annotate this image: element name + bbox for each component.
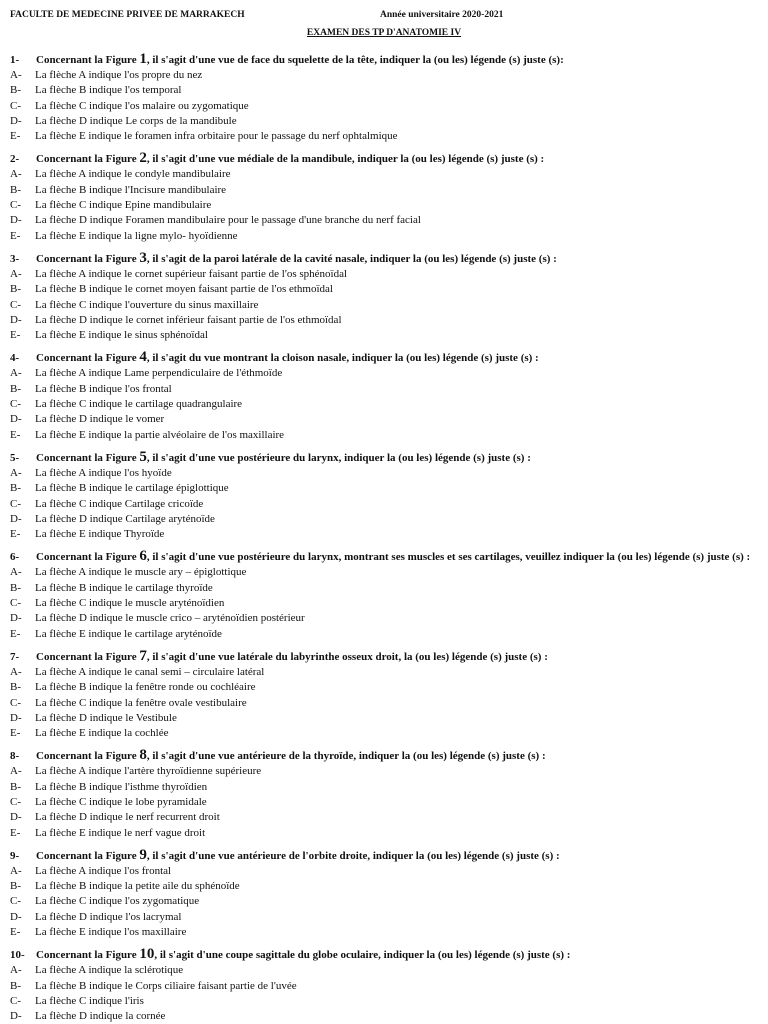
answer-option	[10, 129, 758, 144]
question-suffix: , il s'agit d'une vue antérieure de la thyroïde, indiquer la (ou les) légende (s) juste (s) :	[146, 750, 546, 763]
option-letter: A-	[10, 367, 22, 380]
option-letter: A-	[10, 267, 22, 280]
option-letter: C-	[10, 398, 21, 411]
option-letter: B-	[10, 780, 21, 793]
question-suffix: , il s'agit d'une vue latérale du labyrinthe osseux droit, la (ou les) légende (s) juste (s) :	[146, 650, 548, 663]
answer-option	[10, 711, 758, 726]
option-letter: E-	[10, 826, 21, 839]
option-letter: B-	[10, 84, 21, 97]
option-letter: C-	[10, 99, 21, 112]
option-text: La flèche A indique le condyle mandibulaire	[35, 168, 231, 181]
answer-option	[10, 198, 758, 213]
question-suffix: , il s'agit d'une vue de face du squelette de la tête, indiquer la (ou les) légende (s) juste (s):	[146, 54, 564, 66]
question-heading	[10, 748, 758, 764]
option-letter: A-	[10, 466, 22, 479]
answer-option	[10, 466, 758, 481]
question-block	[10, 151, 758, 243]
question-suffix: , il s'agit d'une vue antérieure de l'orbite droite, indiquer la (ou les) légende (s) juste (s) :	[146, 849, 560, 862]
question-heading	[10, 52, 758, 68]
question-prefix: Concernant la Figure	[36, 750, 137, 763]
option-text: La flèche E indique Thyroïde	[35, 528, 165, 541]
figure-number: 5	[139, 448, 147, 465]
option-letter: B-	[10, 382, 21, 395]
option-letter: B-	[10, 681, 21, 694]
answer-option	[10, 213, 758, 228]
option-text: La flèche C indique Epine mandibulaire	[35, 199, 212, 212]
figure-number: 2	[139, 150, 147, 167]
option-text: La flèche D indique le muscle crico – aryténoïdien postérieur	[35, 612, 305, 625]
question-text	[36, 848, 758, 864]
option-text: La flèche B indique le Corps ciliaire faisant partie de l'uvée	[35, 979, 297, 992]
question-block	[10, 947, 758, 1024]
question-block	[10, 52, 758, 144]
answer-option	[10, 267, 758, 282]
question-prefix: Concernant la Figure	[36, 54, 137, 66]
option-letter: E-	[10, 926, 21, 939]
option-letter: A-	[10, 69, 22, 81]
option-text: La flèche A indique Lame perpendiculaire de l'éthmoïde	[35, 367, 283, 380]
option-text: La flèche B indique l'os temporal	[35, 84, 182, 97]
question-number: 7-	[10, 650, 20, 663]
option-text: La flèche A indique le muscle ary – épiglottique	[35, 566, 247, 579]
option-letter: C-	[10, 696, 21, 709]
figure-number: 3	[139, 249, 147, 266]
question-number: 3-	[10, 252, 20, 265]
question-text	[36, 947, 758, 963]
question-block	[10, 748, 758, 840]
question-prefix: Concernant la Figure	[36, 551, 137, 564]
option-letter: A-	[10, 864, 22, 877]
answer-option	[10, 68, 758, 83]
option-letter: A-	[10, 168, 22, 181]
answer-option	[10, 428, 758, 443]
option-letter: B-	[10, 979, 21, 992]
option-letter: E-	[10, 627, 21, 640]
question-text	[36, 549, 758, 565]
option-letter: C-	[10, 199, 21, 212]
option-letter: E-	[10, 130, 21, 143]
answer-option	[10, 497, 758, 512]
question-number: 4-	[10, 352, 20, 365]
option-letter: D-	[10, 711, 22, 724]
option-text: La flèche A indique la sclérotique	[35, 964, 184, 977]
question-suffix: , il s'agit de la paroi latérale de la cavité nasale, indiquer la (ou les) légende (s) juste (s) :	[146, 252, 557, 265]
option-letter: A-	[10, 964, 22, 977]
answer-option	[10, 83, 758, 98]
question-number: 9-	[10, 849, 20, 862]
figure-number: 4	[139, 349, 147, 366]
answer-option	[10, 382, 758, 397]
option-text: La flèche A indique le canal semi – circulaire latéral	[35, 665, 265, 678]
question-prefix: Concernant la Figure	[36, 451, 137, 464]
option-text: La flèche C indique le lobe pyramidale	[35, 795, 207, 808]
option-text: La flèche D indique l'os lacrymal	[35, 910, 182, 923]
option-letter: D-	[10, 114, 22, 127]
question-prefix: Concernant la Figure	[36, 949, 137, 962]
question-suffix: , il s'agit d'une coupe sagittale du globe oculaire, indiquer la (ou les) légende (s) juste (s) :	[154, 949, 571, 962]
option-letter: B-	[10, 183, 21, 196]
question-heading	[10, 350, 758, 366]
option-text: La flèche C indique l'os malaire ou zygomatique	[35, 99, 249, 112]
option-letter: E-	[10, 428, 21, 441]
answer-option	[10, 313, 758, 328]
option-text: La flèche A indique l'os propre du nez	[35, 69, 203, 81]
question-heading	[10, 848, 758, 864]
question-text	[36, 52, 758, 68]
question-heading	[10, 151, 758, 167]
option-text: La flèche A indique l'os frontal	[35, 864, 172, 877]
option-text: La flèche D indique la cornée	[35, 1010, 166, 1023]
question-text	[36, 251, 758, 267]
answer-option	[10, 864, 758, 879]
option-letter: D-	[10, 512, 22, 525]
option-text: La flèche B indique le cornet moyen faisant partie de l'os ethmoïdal	[35, 283, 333, 296]
question-block	[10, 450, 758, 542]
question-number: 1-	[10, 54, 20, 66]
option-text: La flèche C indique la fenêtre ovale vestibulaire	[35, 696, 247, 709]
question-number: 10-	[10, 949, 25, 962]
answer-option	[10, 512, 758, 527]
answer-option	[10, 925, 758, 940]
option-text: La flèche B indique l'isthme thyroïdien	[35, 780, 208, 793]
option-text: La flèche B indique l'Incisure mandibulaire	[35, 183, 227, 196]
option-letter: B-	[10, 283, 21, 296]
figure-number: 8	[139, 747, 147, 764]
option-letter: B-	[10, 482, 21, 495]
option-letter: B-	[10, 581, 21, 594]
option-text: La flèche E indique la partie alvéolaire de l'os maxillaire	[35, 428, 285, 441]
option-text: La flèche E indique l'os maxillaire	[35, 926, 187, 939]
question-number: 5-	[10, 451, 20, 464]
option-letter: D-	[10, 1010, 22, 1023]
figure-number: 7	[139, 647, 147, 664]
answer-option	[10, 397, 758, 412]
option-letter: A-	[10, 665, 22, 678]
answer-option	[10, 627, 758, 642]
option-text: La flèche A indique le cornet supérieur faisant partie de l'os sphénoïdal	[35, 267, 348, 280]
option-text: La flèche C indique Cartilage cricoïde	[35, 497, 204, 510]
question-suffix: , il s'agit d'une vue postérieure du larynx, indiquer la (ou les) légende (s) juste (s) :	[146, 451, 531, 464]
question-heading	[10, 251, 758, 267]
question-prefix: Concernant la Figure	[36, 650, 137, 663]
answer-option	[10, 810, 758, 825]
question-text	[36, 748, 758, 764]
question-prefix: Concernant la Figure	[36, 153, 137, 166]
option-letter: A-	[10, 765, 22, 778]
option-letter: C-	[10, 298, 21, 311]
question-list	[10, 52, 758, 1024]
question-heading	[10, 549, 758, 565]
answer-option	[10, 894, 758, 909]
answer-option	[10, 596, 758, 611]
answer-option	[10, 1009, 758, 1024]
question-text	[36, 350, 758, 366]
exam-title: EXAMEN DES TP D'ANATOMIE IV	[306, 28, 462, 38]
question-heading	[10, 649, 758, 665]
option-letter: E-	[10, 229, 21, 242]
question-prefix: Concernant la Figure	[36, 352, 137, 365]
answer-option	[10, 282, 758, 297]
question-number: 8-	[10, 750, 20, 763]
question-prefix: Concernant la Figure	[36, 252, 137, 265]
answer-option	[10, 565, 758, 580]
question-prefix: Concernant la Figure	[36, 849, 137, 862]
option-text: La flèche E indique la ligne mylo- hyoïdienne	[35, 229, 238, 242]
question-block	[10, 549, 758, 641]
option-text: La flèche E indique la cochlée	[35, 727, 169, 740]
answer-option	[10, 879, 758, 894]
option-letter: D-	[10, 811, 22, 824]
school-name: FACULTE DE MEDECINE PRIVEE DE MARRAKECH	[10, 10, 245, 20]
option-text: La flèche D indique le vomer	[35, 413, 165, 426]
question-text	[36, 649, 758, 665]
answer-option	[10, 114, 758, 129]
option-text: La flèche D indique le cornet inférieur faisant partie de l'os ethmoïdal	[35, 313, 342, 326]
option-letter: D-	[10, 612, 22, 625]
question-suffix: , il s'agit du vue montrant la cloison nasale, indiquer la (ou les) légende (s) juste (s) :	[146, 352, 539, 365]
option-text: La flèche D indique Foramen mandibulaire pour le passage d'une branche du nerf facial	[35, 214, 421, 227]
answer-option	[10, 481, 758, 496]
answer-option	[10, 183, 758, 198]
option-letter: E-	[10, 329, 21, 342]
option-letter: C-	[10, 597, 21, 610]
option-letter: C-	[10, 994, 21, 1007]
question-block	[10, 848, 758, 940]
answer-option	[10, 527, 758, 542]
option-text: La flèche E indique le cartilage aryténoïde	[35, 627, 222, 640]
option-text: La flèche B indique la fenêtre ronde ou cochléaire	[35, 681, 256, 694]
figure-number: 10	[139, 946, 155, 963]
question-text	[36, 151, 758, 167]
answer-option	[10, 99, 758, 114]
answer-option	[10, 764, 758, 779]
option-text: La flèche D indique Cartilage aryténoïde	[35, 512, 215, 525]
answer-option	[10, 826, 758, 841]
option-text: La flèche A indique l'os hyoïde	[35, 466, 172, 479]
question-suffix: , il s'agit d'une vue postérieure du larynx, montrant ses muscles et ses cartilages, veuillez indiquer la (ou les) légende (s) juste (s) :	[146, 551, 751, 564]
option-text: La flèche B indique l'os frontal	[35, 382, 172, 395]
option-text: La flèche C indique le cartilage quadrangulaire	[35, 398, 243, 411]
answer-option	[10, 994, 758, 1009]
option-letter: E-	[10, 727, 21, 740]
option-letter: D-	[10, 313, 22, 326]
option-text: La flèche C indique l'ouverture du sinus maxillaire	[35, 298, 259, 311]
option-text: La flèche C indique le muscle aryténoïdien	[35, 597, 225, 610]
option-text: La flèche E indique le nerf vague droit	[35, 826, 206, 839]
question-number: 2-	[10, 153, 20, 166]
option-text: La flèche A indique l'artère thyroïdienne supérieure	[35, 765, 262, 778]
answer-option	[10, 696, 758, 711]
question-text	[36, 450, 758, 466]
option-text: La flèche B indique la petite aile du sphénoïde	[35, 880, 240, 893]
page-header	[10, 10, 758, 26]
answer-option	[10, 665, 758, 680]
answer-option	[10, 366, 758, 381]
answer-option	[10, 680, 758, 695]
academic-year: Année universitaire 2020-2021	[380, 10, 504, 20]
answer-option	[10, 611, 758, 626]
question-block	[10, 649, 758, 741]
answer-option	[10, 581, 758, 596]
answer-option	[10, 963, 758, 978]
option-text: La flèche C indique l'os zygomatique	[35, 895, 200, 908]
option-text: La flèche C indique l'iris	[35, 994, 144, 1007]
option-text: La flèche E indique le sinus sphénoïdal	[35, 329, 208, 342]
option-text: La flèche B indique le cartilage épiglottique	[35, 482, 229, 495]
answer-option	[10, 910, 758, 925]
answer-option	[10, 229, 758, 244]
option-letter: E-	[10, 528, 21, 541]
option-letter: A-	[10, 566, 22, 579]
figure-number: 6	[139, 548, 147, 565]
option-letter: B-	[10, 880, 21, 893]
question-number: 6-	[10, 551, 20, 564]
answer-option	[10, 726, 758, 741]
option-letter: D-	[10, 413, 22, 426]
answer-option	[10, 795, 758, 810]
figure-number: 9	[139, 846, 147, 863]
question-block	[10, 251, 758, 343]
question-heading	[10, 947, 758, 963]
option-letter: C-	[10, 795, 21, 808]
answer-option	[10, 412, 758, 427]
answer-option	[10, 780, 758, 795]
answer-option	[10, 979, 758, 994]
answer-option	[10, 298, 758, 313]
question-heading	[10, 450, 758, 466]
option-text: La flèche D indique Le corps de la mandibule	[35, 114, 237, 127]
option-text: La flèche B indique le cartilage thyroïde	[35, 581, 213, 594]
option-text: La flèche D indique le nerf recurrent droit	[35, 811, 220, 824]
option-letter: C-	[10, 895, 21, 908]
option-letter: D-	[10, 910, 22, 923]
option-text: La flèche D indique le Vestibule	[35, 711, 177, 724]
option-letter: D-	[10, 214, 22, 227]
figure-number: 1	[139, 51, 147, 67]
question-block	[10, 350, 758, 442]
answer-option	[10, 328, 758, 343]
option-letter: C-	[10, 497, 21, 510]
answer-option	[10, 167, 758, 182]
option-text: La flèche E indique le foramen infra orbitaire pour le passage du nerf ophtalmique	[35, 130, 398, 143]
question-suffix: , il s'agit d'une vue médiale de la mandibule, indiquer la (ou les) légende (s) juste (s) :	[146, 153, 545, 166]
